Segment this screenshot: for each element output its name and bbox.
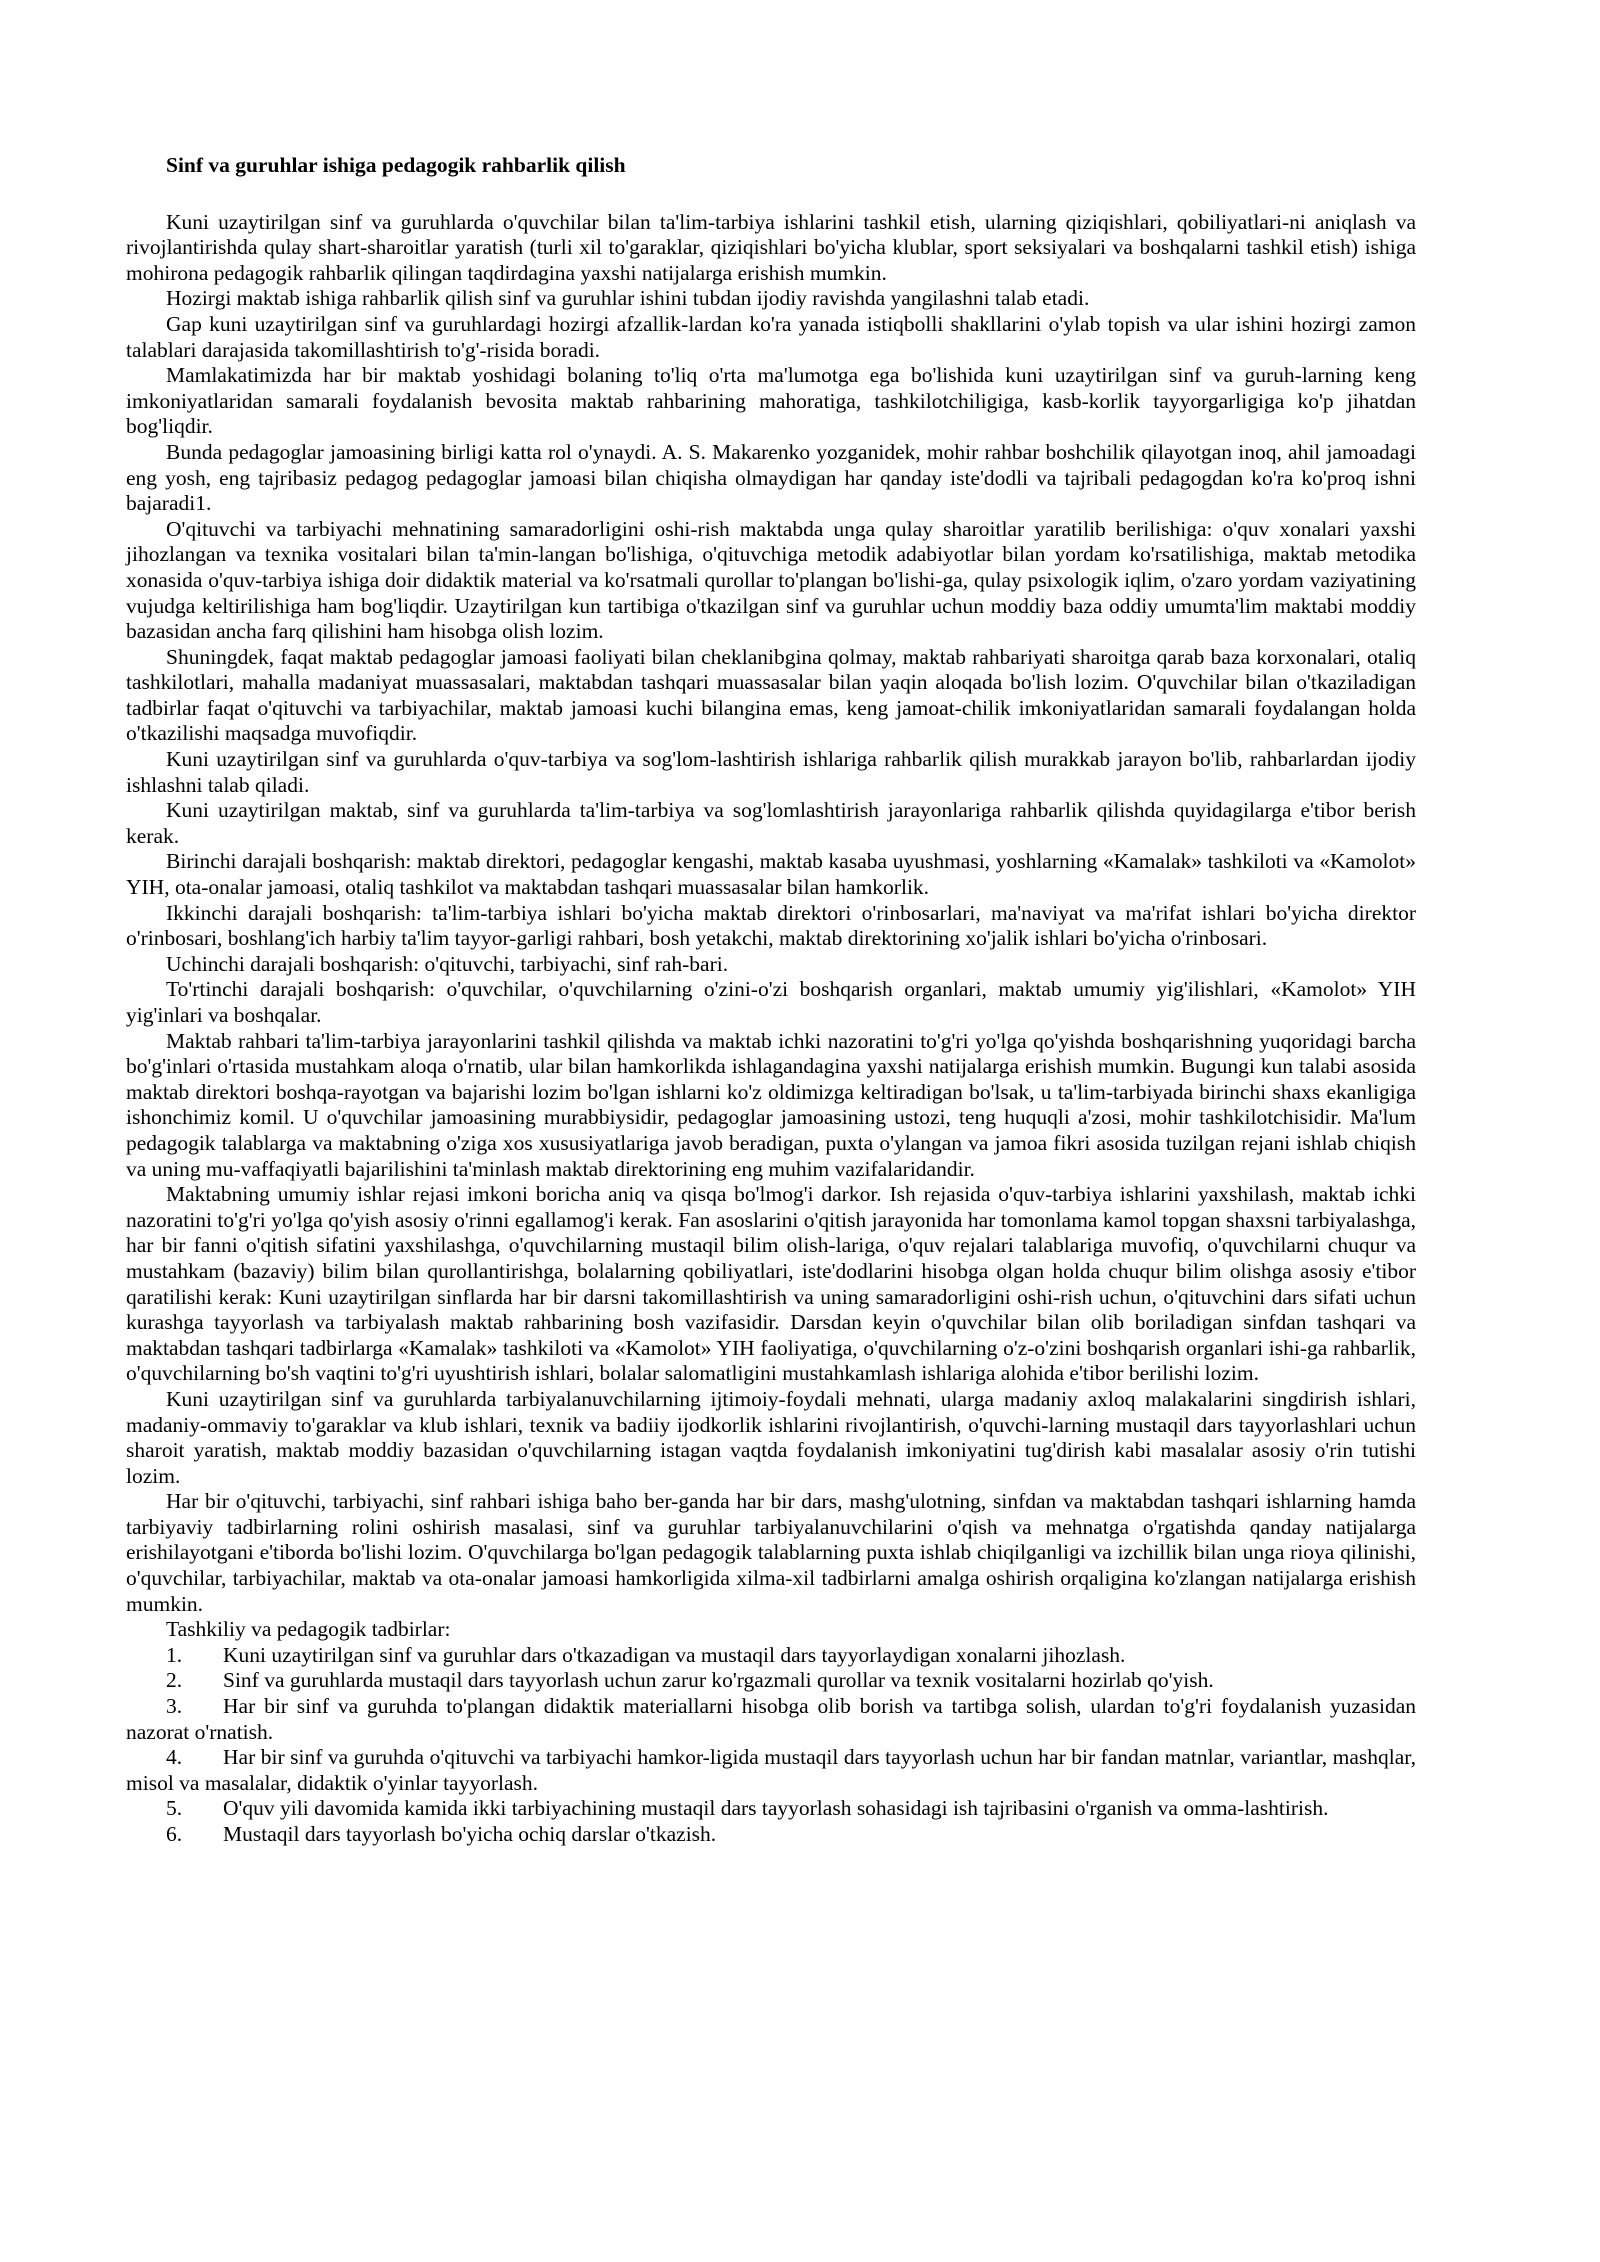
paragraph: Kuni uzaytirilgan sinf va guruhlarda o'quv-tarbiya va sog'lom-lashtirish ishlariga rahbarlik qilish murakkab jarayon bo'lib, rahbarlardan ijodiy ishlashni talab qiladi. xyxy=(126,747,1416,797)
paragraph: Har bir o'qituvchi, tarbiyachi, sinf rahbari ishiga baho ber-ganda har bir dars, mashg'ulotning, sinfdan va maktabdan tashqari ishlarning hamda tarbiyaviy tadbirlarning rolini oshirish masalasi, sinf va guruhlar tarbiyalanuvchilarini o'qish va mehnatga o'rgatishda qanday natijalarga erishilayotgani e'tiborda bo'lishi lozim. O'quvchilarga bo'lgan pedagogik talablarning puxta ishlab chiqilganligi va izchillik bilan unga rioya qilinishi, o'quvchilar, tarbiyachilar, maktab va ota-onalar jamoasi hamkorligida xilma-xil tadbirlarni amalga oshirish orqaligina ko'zlangan natijalarga erishish mumkin. xyxy=(126,1489,1416,1616)
list-item-number: 1. xyxy=(166,1642,183,1667)
list-item xyxy=(126,1643,1416,1669)
list-item-text: O'quv yili davomida kamida ikki tarbiyachining mustaqil dars tayyorlash sohasidagi ish tajribasini o'rganish va omma-lashtirish. xyxy=(223,1796,1329,1821)
paragraph: Shuningdek, faqat maktab pedagoglar jamoasi faoliyati bilan cheklanibgina qolmay, maktab rahbariyati sharoitga qarab baza korxonalari, otaliq tashkilotlari, mahalla madaniyat muassasalari, maktabdan tashqari muassasalar bilan yaqin aloqada bo'lish lozim. O'quvchilar bilan o'tkaziladigan tadbirlar faqat o'qituvchi va tarbiyachilar, maktab jamoasi kuchi bilangina emas, keng jamoat-chilik imkoniyatlaridan samarali foydalangan holda o'tkazilishi maqsadga muvofiqdir. xyxy=(126,644,1416,746)
document-title: Sinf va guruhlar ishiga pedagogik rahbarlik qilish xyxy=(166,153,626,177)
paragraph: Hozirgi maktab ishiga rahbarlik qilish sinf va guruhlar ishini tubdan ijodiy ravishda yangilashni talab etadi. xyxy=(166,286,1090,311)
paragraph: Maktab rahbari ta'lim-tarbiya jarayonlarini tashkil qilishda va maktab ichki nazoratini to'g'ri yo'lga qo'yishda boshqarishning yuqoridagi barcha bo'g'inlari o'rtasida mustahkam aloqa o'rnatib, ular bilan hamkorlikda ishlagandagina yaxshi natijalarga erishish mumkin. Bugungi kun talabi asosida maktab direktori boshqa-rayotgan va bajarishi lozim bo'lgan ishlarni ko'z oldimizga keltiradigan bo'lsak, u ta'lim-tarbiyada birinchi shaxs ekanligiga ishonchimiz komil. U o'quvchilar jamoasining murabbiysidir, pedagoglar jamoasining ustozi, teng huquqli a'zosi, mohir tashkilotchisidir. Ma'lum pedagogik talablarga va maktabning o'ziga xos xususiyatlariga javob beradigan, puxta o'ylangan va jamoa fikri asosida tuzilgan rejani ishlab chiqish va uning mu-vaffaqiyatli bajarilishini ta'minlash maktab direktorining eng muhim vazifalaridandir. xyxy=(126,1028,1416,1181)
paragraph: Maktabning umumiy ishlar rejasi imkoni boricha aniq va qisqa bo'lmog'i darkor. Ish rejasida o'quv-tarbiya ishlarini yaxshilash, maktab ichki nazoratini to'g'ri yo'lga qo'yish asosiy o'rinni egallamog'i kerak. Fan asoslarini o'qitish jarayonida har tomonlama kamol topgan shaxsni tarbiyalashga, har bir fanni o'qitish sifatini yaxshilashga, o'quvchilarning mustaqil bilim olish-lariga, o'quv rejalari talablariga muvofiq, o'quvchilarni chuqur va mustahkam (bazaviy) bilim bilan qurollantirishga, bolalarning qobiliyatlari, iste'dodlarini hisobga olgan holda chuqur bilim olishga asosiy e'tibor qaratilishi kerak: Kuni uzaytirilgan sinflarda har bir darsni takomillashtirish va uning samaradorligini oshi-rish uchun, o'qituvchini dars sifati uchun kurashga tayyorlash va tarbiyalash maktab rahbarining bosh vazifasidir. Darsdan keyin o'quvchilar bilan olib boriladigan sinfdan tashqari va maktabdan tashqari tadbirlarga «Kamalak» tashkiloti va «Kamolot» YIH faoliyatiga, o'quvchilarning o'z-o'zini boshqarish organlari ishi-ga rahbarlik, o'quvchilarning bo'sh vaqtini to'g'ri uyushtirish ishlari, bolalar salomatligini mustahkamlash ishlariga alohida e'tibor berilishi lozim. xyxy=(126,1182,1416,1386)
paragraph: Kuni uzaytirilgan sinf va guruhlarda tarbiyalanuvchilarning ijtimoiy-foydali mehnati, ularga madaniy axloq malakalarini singdirish ishlari, madaniy-ommaviy to'garaklar va klub ishlari, texnik va badiiy ijodkorlik ishlarini rivojlantirish, o'quvchi-larning mustaqil dars tayyorlashlari uchun sharoit yaratish, maktab moddiy bazasidan o'quvchilarning istagan vaqtda foydalanish imkoniyatini tug'dirish kabi masalalar asosiy o'rin tutishi lozim. xyxy=(126,1386,1416,1488)
list-item-text: Mustaqil dars tayyorlash bo'yicha ochiq darslar o'tkazish. xyxy=(223,1822,717,1846)
paragraph: Gap kuni uzaytirilgan sinf va guruhlardagi hozirgi afzallik-lardan ko'ra yanada istiqbolli shakllarini o'ylab topish va ular ishini hozirgi zamon talablari darajasida takomillashtirish to'g'-risida boradi. xyxy=(126,311,1416,362)
title-spacer xyxy=(126,179,1416,210)
list-item-text: Kuni uzaytirilgan sinf va guruhlar dars o'tkazadigan va mustaqil dars tayyorlaydigan xonalarni jihozlash. xyxy=(223,1642,1126,1667)
list-item xyxy=(126,1796,1416,1822)
list-item xyxy=(126,1694,1416,1745)
list-item-number: 6. xyxy=(166,1822,183,1846)
paragraph: Birinchi darajali boshqarish: maktab direktori, pedagoglar kengashi, maktab kasaba uyushmasi, yoshlarning «Kamalak» tashkiloti va «Kamolot» YIH, ota-onalar jamoasi, otaliq tashkilot va maktabdan tashqari muassasalar bilan hamkorlik. xyxy=(126,849,1416,900)
list-item xyxy=(126,1668,1416,1694)
list-intro: Tashkiliy va pedagogik tadbirlar: xyxy=(166,1617,451,1642)
paragraph: Bunda pedagoglar jamoasining birligi katta rol o'ynaydi. A. S. Makarenko yozganidek, mohir rahbar boshchilik qilayotgan inoq, ahil jamoadagi eng yosh, eng tajribasiz pedagog pedagoglar jamoasi bilan chiqisha olmaydigan har qanday iste'dodli va tajribali pedagogdan ko'ra ko'proq ishni bajaradi1. xyxy=(126,439,1416,516)
paragraph: To'rtinchi darajali boshqarish: o'quvchilar, o'quvchilarning o'zini-o'zi boshqarish organlari, maktab umumiy yig'ilishlari, «Kamolot» YIH yig'inlari va boshqalar. xyxy=(126,977,1416,1027)
list-item-text: Sinf va guruhlarda mustaqil dars tayyorlash uchun zarur ko'rgazmali qurollar va texnik vositalarni hozirlab qo'yish. xyxy=(223,1668,1214,1693)
list-item-number: 4. xyxy=(166,1745,183,1770)
list-item-number: 2. xyxy=(166,1668,183,1693)
list-item-number: 5. xyxy=(166,1796,183,1821)
list-item xyxy=(126,1745,1416,1796)
list-item-text: Har bir sinf va guruhda o'qituvchi va tarbiyachi hamkor-ligida mustaqil dars tayyorlash uchun har bir fandan matnlar, variantlar, mashqlar, misol va masalalar, didaktik o'yinlar tayyorlash. xyxy=(126,1745,1416,1795)
list-item-text: Har bir sinf va guruhda to'plangan didaktik materiallarni hisobga olib borish va tartibga solish, ulardan to'g'ri foydalanish yuzasidan nazorat o'rnatish. xyxy=(126,1694,1416,1744)
list-item xyxy=(126,1822,1416,1848)
paragraph: Ikkinchi darajali boshqarish: ta'lim-tarbiya ishlari bo'yicha maktab direktori o'rinbosarlari, ma'naviyat va ma'rifat ishlari bo'yicha direktor o'rinbosari, boshlang'ich harbiy ta'lim tayyor-garligi rahbari, bosh yetakchi, maktab direktorining xo'jalik ishlari bo'yicha o'rinbosari. xyxy=(126,900,1416,951)
paragraph: Mamlakatimizda har bir maktab yoshidagi bolaning to'liq o'rta ma'lumotga ega bo'lishida kuni uzaytirilgan sinf va guruh-larning keng imkoniyatlaridan samarali foydalanish bevosita maktab rahbarining mahoratiga, tashkilotchiligiga, kasb-korlik tayyorgarligiga ko'p jihatdan bog'liqdir. xyxy=(126,363,1416,439)
document-page xyxy=(126,150,1416,1848)
list-item-number: 3. xyxy=(166,1694,183,1719)
paragraph: Kuni uzaytirilgan sinf va guruhlarda o'quvchilar bilan ta'lim-tarbiya ishlarini tashkil etish, ularning qiziqishlari, qobiliyatlari-ni aniqlash va rivojlantirishda qulay shart-sharoitlar yaratish (turli xil to'garaklar, qiziqishlari bo'yicha klublar, sport seksiyalari va boshqalarni tashkil etish) ishiga mohirona pedagogik rahbarlik qilingan taqdirdagina yaxshi natijalarga erishish mumkin. xyxy=(126,209,1416,285)
paragraph: Kuni uzaytirilgan maktab, sinf va guruhlarda ta'lim-tarbiya va sog'lomlashtirish jarayonlariga rahbarlik qilishda quyidagilarga e'tibor berish kerak. xyxy=(126,798,1416,848)
paragraph: O'qituvchi va tarbiyachi mehnatining samaradorligini oshi-rish maktabda unga qulay sharoitlar yaratilib berilishiga: o'quv xonalari yaxshi jihozlangan va texnika vositalari bilan ta'min-langan bo'lishiga, o'qituvchiga metodik adabiyotlar bilan yordam ko'rsatilishiga, maktab metodika xonasida o'quv-tarbiya ishiga doir didaktik material va ko'rsatmali qurollar to'plangan bo'lishi-ga, qulay psixologik iqlim, o'zaro yordam vaziyatining vujudga keltirilishiga ham bog'liqdir. Uzaytirilgan kun tartibiga o'tkazilgan sinf va guruhlar uchun moddiy baza oddiy umumta'lim maktabi moddiy bazasidan ancha farq qilishini ham hisobga olish lozim. xyxy=(126,516,1416,644)
paragraph: Uchinchi darajali boshqarish: o'qituvchi, tarbiyachi, sinf rah-bari. xyxy=(166,951,729,976)
